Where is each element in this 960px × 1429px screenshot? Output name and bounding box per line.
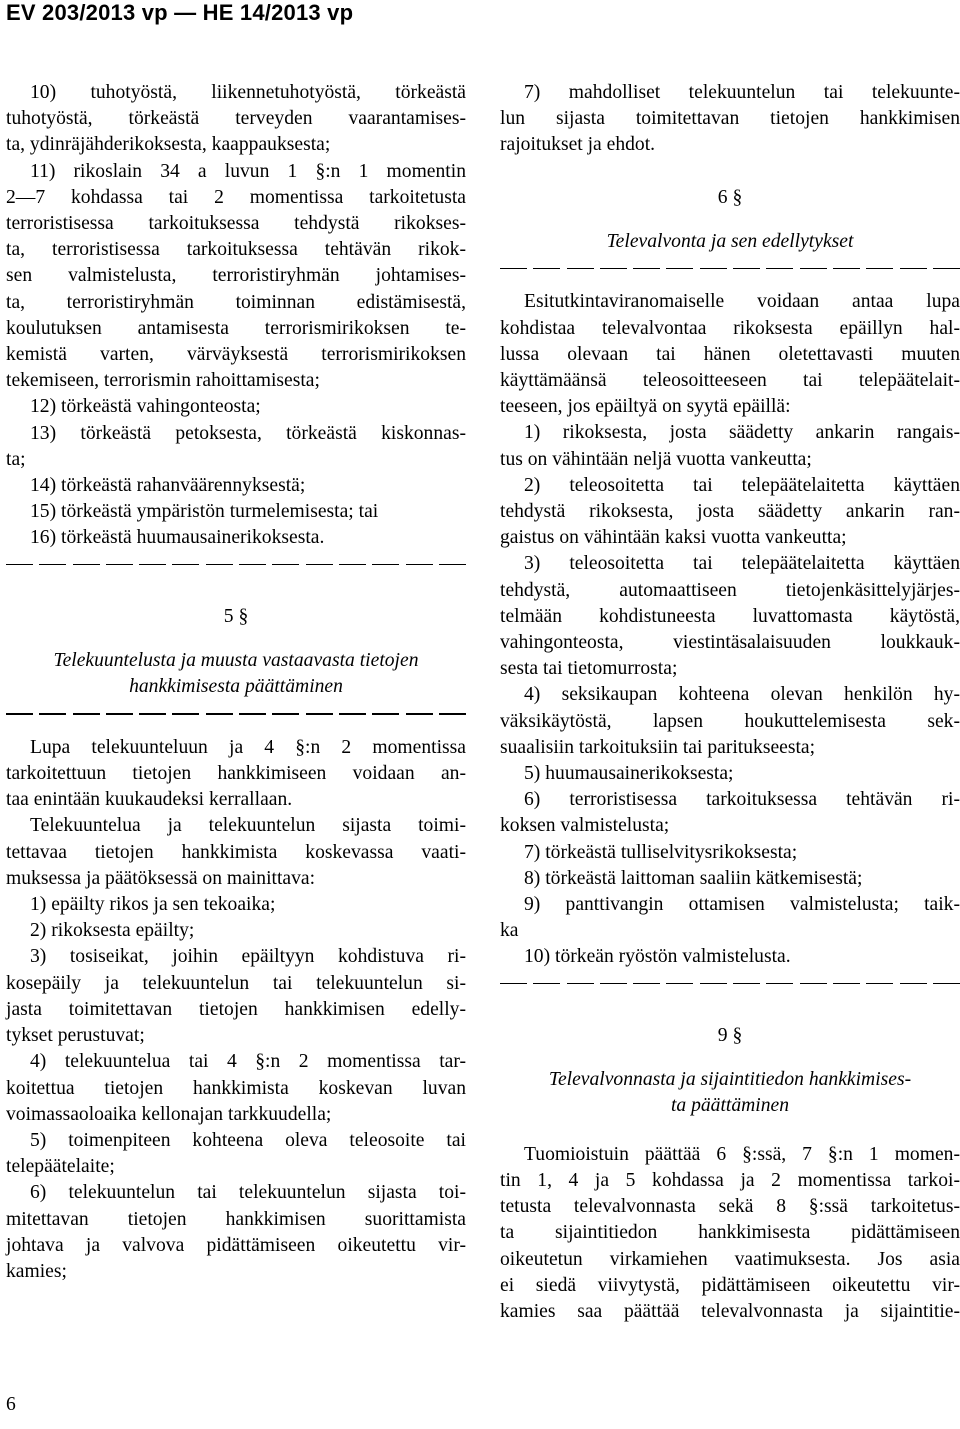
- page-number: 6: [6, 1394, 16, 1415]
- list-item: 5) huumausainerikoksesta;: [524, 762, 734, 784]
- text-line: koulutuksen antamisesta terrorismirikoksen te-: [6, 317, 466, 339]
- text-line: telmään kohdistuneesta luvattomasta käytöstä,: [500, 605, 960, 627]
- text-line: taa enintään kuukaudeksi kerrallaan.: [6, 789, 293, 811]
- section-title: [500, 1067, 960, 1120]
- text-line: kamies saa päättää televalvonnasta ja sijaintitie-: [500, 1301, 960, 1323]
- text-line: 10) tuhotyöstä, liikennetuhotyöstä, törkeästä: [30, 82, 466, 103]
- list-item: 3) tosiseikat, joihin epäiltyyn kohdistuva ri-: [30, 946, 466, 968]
- text-line: teeseen, jos epäiltyä on syytä epäillä:: [500, 396, 791, 418]
- list-item-13: 13) törkeästä petoksesta, törkeästä kiskonnas-: [30, 422, 466, 444]
- section-number: 5 §: [223, 605, 249, 627]
- text-line: Lupa telekuunteluun ja 4 §:n 2 momentissa: [30, 736, 466, 758]
- text-line: sesta tai tietomurrosta;: [500, 658, 678, 680]
- list-item: 6) telekuuntelun tai telekuuntelun sijasta toi-: [30, 1182, 466, 1204]
- list-item: 8) törkeästä laittoman saaliin kätkemisestä;: [524, 867, 863, 889]
- paragraph-10-11: [6, 80, 466, 394]
- text-line: tettavaa tietojen hankkimista koskevassa vaati-: [6, 841, 466, 863]
- section-number: 9 §: [717, 1024, 743, 1046]
- text-line: tetusta televalvonnasta sekä 8 §:ssä tarkoitetus-: [500, 1196, 960, 1218]
- section-title: [6, 648, 466, 701]
- omission-dashes: [6, 552, 466, 578]
- text-line: suaalisiin tarkoituksiin tai paritukseesta;: [500, 736, 816, 758]
- text-line: ei siedä viivytystä, pidättämiseen oikeutettu vir-: [500, 1274, 960, 1296]
- text-line: kosepäily ja telekuuntelun tai telekuuntelun si-: [6, 972, 466, 994]
- list-item: 6) terroristisessa tarkoituksessa tehtävän ri-: [524, 789, 960, 811]
- list-item-14: 14) törkeästä rahanväärennyksestä;: [30, 475, 306, 497]
- text-line: vahingonteosta, viestintäsalaisuuden loukkauk-: [500, 631, 960, 653]
- omission-dashes: [500, 255, 960, 281]
- text-line: 11) rikoslain 34 a luvun 1 §:n 1 momentin: [30, 160, 466, 182]
- text-line: voimassaoloaika kellonajan tarkkuudella;: [6, 1103, 332, 1125]
- text-line: ta sijaintitiedon hankkimisesta pidättämiseen: [500, 1222, 960, 1244]
- text-line: tekemiseen, terrorismin rahoittamisesta;: [6, 370, 320, 392]
- section-title: Televalvonta ja sen edellytykset: [606, 230, 854, 252]
- running-head: EV 203/2013 vp — HE 14/2013 vp: [6, 0, 354, 25]
- list-item-12: 12) törkeästä vahingonteosta;: [30, 396, 261, 418]
- text-line: käyttämäänsä teleosoitteeseen tai telepäätelait-: [500, 369, 960, 391]
- section-title-line: Televalvonnasta ja sijaintitiedon hankkimises-: [548, 1068, 912, 1090]
- text-line: kemistä varten, värväyksestä terrorismirikoksen: [6, 344, 466, 366]
- list-item: 1) epäilty rikos ja sen tekoaika;: [30, 894, 276, 916]
- text-line: ka: [500, 920, 519, 942]
- text-line: mitettavan tietojen hankkimisen suorittamista: [6, 1208, 466, 1230]
- text-line: 2—7 kohdassa tai 2 momentissa tarkoitetusta: [6, 186, 466, 208]
- list-item-13-cont: ta;: [6, 448, 26, 470]
- list-item: 2) teleosoitetta tai telepäätelaitetta käyttäen: [524, 474, 960, 496]
- list-item: 2) rikoksesta epäilty;: [30, 920, 195, 942]
- text-line: gaistus on vähintään kaksi vuotta vankeutta;: [500, 527, 847, 549]
- list-item-15: 15) törkeästä ympäristön turmelemisesta; tai: [30, 501, 379, 523]
- left-column: [6, 80, 466, 1285]
- text-line: johtava ja valvova pidättämiseen oikeutettu vir-: [6, 1234, 466, 1256]
- text-line: ta, terroristisessa tarkoituksessa tehtävän rikok-: [6, 239, 466, 261]
- text-line: oikeutetun virkamiehen vaatimuksesta. Jos asia: [500, 1248, 960, 1270]
- text-line: lun sijasta toimitettavan tietojen hankkimisen: [500, 108, 960, 130]
- text-line: muksessa ja päätöksessä on mainittava:: [6, 867, 316, 889]
- list-item: 9) panttivangin ottamisen valmistelusta; taik-: [524, 893, 960, 915]
- text-line: väksikäytöstä, lapsen houkuttelemisesta sek-: [500, 710, 960, 732]
- text-line: tarkoitettuun tietojen hankkimiseen voidaan an-: [6, 763, 466, 785]
- text-line: tus on vähintään neljä vuotta vankeutta;: [500, 448, 812, 470]
- text-line: jasta toimitettavan tietojen hankkimisen edelly-: [6, 998, 466, 1020]
- list-item: 7) törkeästä tulliselvitysrikoksesta;: [524, 841, 798, 863]
- section-title-line: hankkimisesta päättäminen: [129, 676, 343, 698]
- text-line: telepäätelaite;: [6, 1156, 115, 1178]
- text-line: tuhotyöstä, törkeästä terveyden vaarantamises-: [6, 108, 466, 130]
- list-item: 5) toimenpiteen kohteena oleva teleosoite tai: [30, 1129, 466, 1151]
- section-title-line: ta päättäminen: [670, 1095, 790, 1117]
- text-line: koitettua tietojen hankkimista koskevan luvan: [6, 1077, 466, 1099]
- text-line: sen valmistelusta, terroristiryhmän johtamises-: [6, 265, 466, 287]
- text-line: ta, terroristiryhmän toiminnan edistämisestä,: [6, 291, 466, 313]
- list-item-16: 16) törkeästä huumausainerikoksesta.: [30, 527, 325, 549]
- text-line: Esitutkintaviranomaiselle voidaan antaa lupa: [524, 291, 960, 313]
- text-line: tin 1, 4 ja 5 kohdassa ja 2 momentissa tarkoi-: [500, 1170, 960, 1191]
- text-line: tehdystä, automaattiseen tietojenkäsittelyjärjes-: [500, 579, 960, 601]
- list-item: 10) törkeän ryöstön valmistelusta.: [524, 946, 791, 968]
- list-item: 4) telekuuntelua tai 4 §:n 2 momentissa tar-: [30, 1051, 466, 1073]
- text-line: rajoitukset ja ehdot.: [500, 134, 656, 156]
- text-line: tykset perustuvat;: [6, 1025, 145, 1047]
- section-title-line: Telekuuntelusta ja muusta vastaavasta tietojen: [53, 649, 419, 671]
- right-column: [500, 80, 960, 1325]
- text-line: ta, ydinräjähderikoksesta, kaappauksesta;: [6, 134, 331, 156]
- text-line: tehdystä rikoksesta, josta säädetty ankarin ran-: [500, 500, 960, 522]
- text-line: kamies;: [6, 1260, 67, 1282]
- list-item: 1) rikoksesta, josta säädetty ankarin rangais-: [524, 422, 960, 444]
- text-line: lussa olevaan tai hänen oletettavasti muuten: [500, 343, 960, 365]
- omission-dashes: [500, 971, 960, 997]
- text-line: Telekuuntelua ja telekuuntelun sijasta toimi-: [30, 815, 466, 837]
- section-number: 6 §: [717, 186, 743, 208]
- list-item: 7) mahdolliset telekuuntelun tai telekuunte-: [524, 82, 960, 103]
- list-item: 4) seksikaupan kohteena olevan henkilön hy-: [524, 684, 960, 706]
- text-line: koksen valmistelusta;: [500, 815, 670, 837]
- list-item: 3) teleosoitetta tai telepäätelaitetta käyttäen: [524, 553, 960, 575]
- text-line: kohdistaa televalvontaa rikoksesta epäillyn hal-: [500, 317, 960, 339]
- text-line: Tuomioistuin päättää 6 §:ssä, 7 §:n 1 momen-: [524, 1143, 960, 1165]
- text-line: terroristisessa tarkoituksessa tehdystä rikokses-: [6, 213, 466, 235]
- omission-dashes: [6, 701, 466, 727]
